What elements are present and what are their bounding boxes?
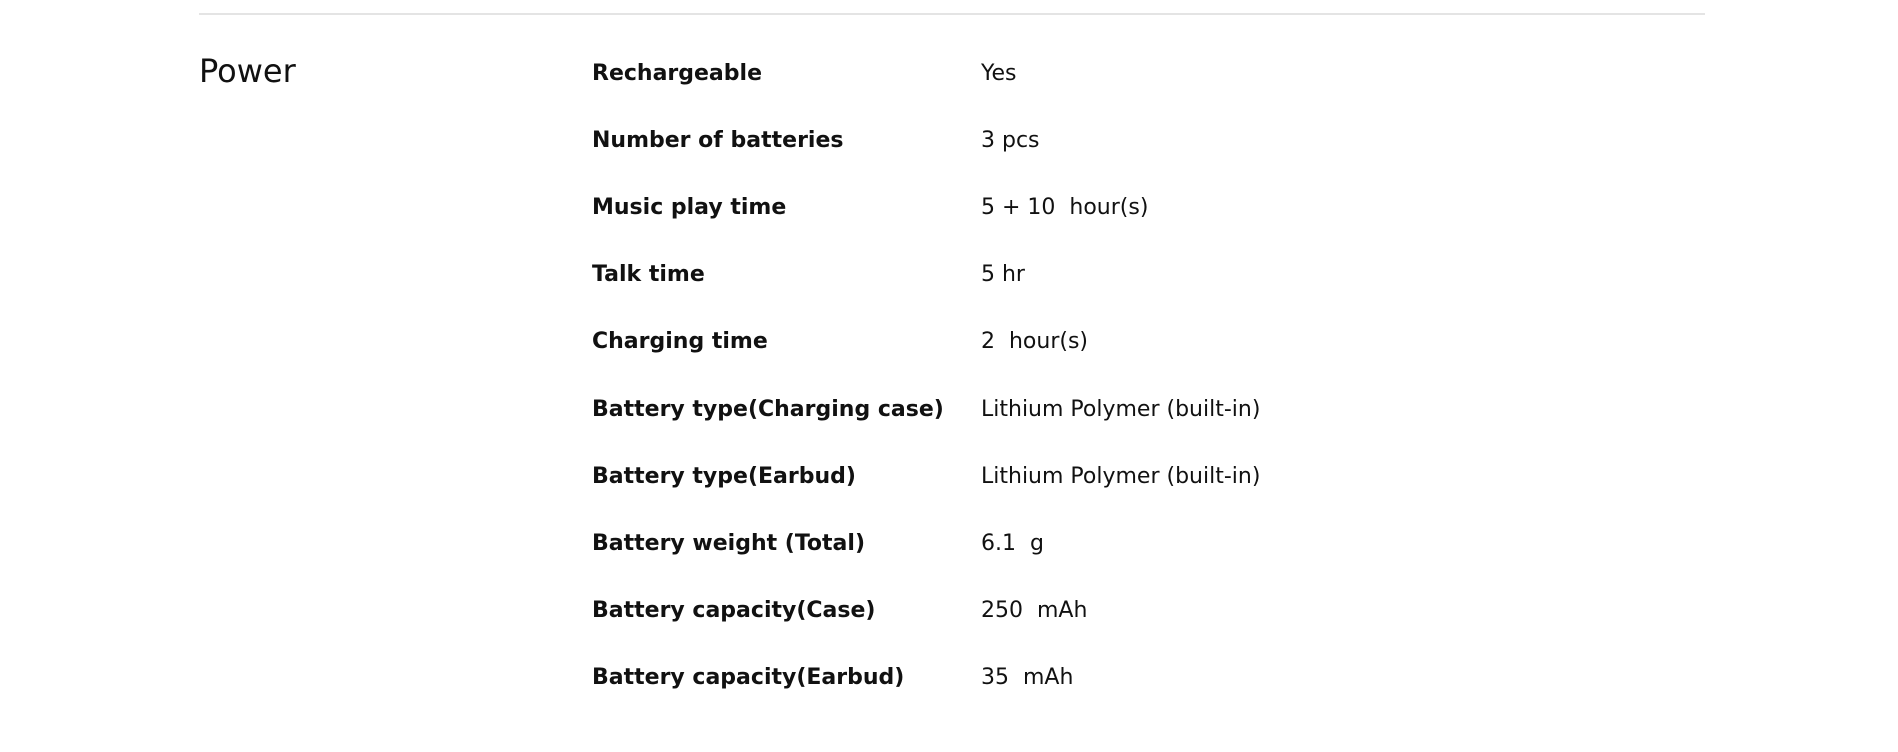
spec-row-music-play-time: [592, 196, 1492, 263]
spec-value: 6.1 g: [981, 530, 1044, 556]
spec-label: Music play time: [592, 195, 787, 221]
spec-label: Battery capacity(Earbud): [592, 664, 905, 690]
spec-row-charging-time: [592, 330, 1492, 397]
spec-row-battery-capacity-case: [592, 599, 1492, 666]
spec-label: Number of batteries: [592, 128, 844, 154]
spec-table: [592, 62, 1492, 733]
spec-value: 2 hour(s): [981, 329, 1089, 355]
spec-row-rechargeable: [592, 62, 1492, 129]
spec-label: Battery capacity(Case): [592, 597, 876, 623]
spec-value: Lithium Polymer (built-in): [981, 463, 1261, 489]
spec-value: Lithium Polymer (built-in): [981, 396, 1261, 422]
spec-value: 250 mAh: [981, 597, 1088, 623]
spec-row-talk-time: [592, 263, 1492, 330]
spec-label: Rechargeable: [592, 61, 762, 87]
spec-value: 5 hr: [981, 262, 1025, 288]
spec-value: Yes: [981, 61, 1017, 87]
section-title: Power: [199, 52, 296, 90]
spec-row-number-of-batteries: [592, 129, 1492, 196]
spec-value: 5 + 10 hour(s): [981, 195, 1149, 221]
spec-value: 35 mAh: [981, 664, 1074, 690]
spec-label: Talk time: [592, 262, 705, 288]
spec-row-battery-type-case: [592, 397, 1492, 464]
spec-value: 3 pcs: [981, 128, 1040, 154]
spec-label: Battery type(Earbud): [592, 463, 856, 489]
spec-label: Battery type(Charging case): [592, 396, 944, 422]
spec-label: Battery weight (Total): [592, 530, 866, 556]
spec-label: Charging time: [592, 329, 768, 355]
spec-row-battery-weight-total: [592, 532, 1492, 599]
section-divider: [199, 13, 1705, 15]
spec-row-battery-capacity-earbud: [592, 666, 1492, 733]
spec-row-battery-type-earbud: [592, 465, 1492, 532]
